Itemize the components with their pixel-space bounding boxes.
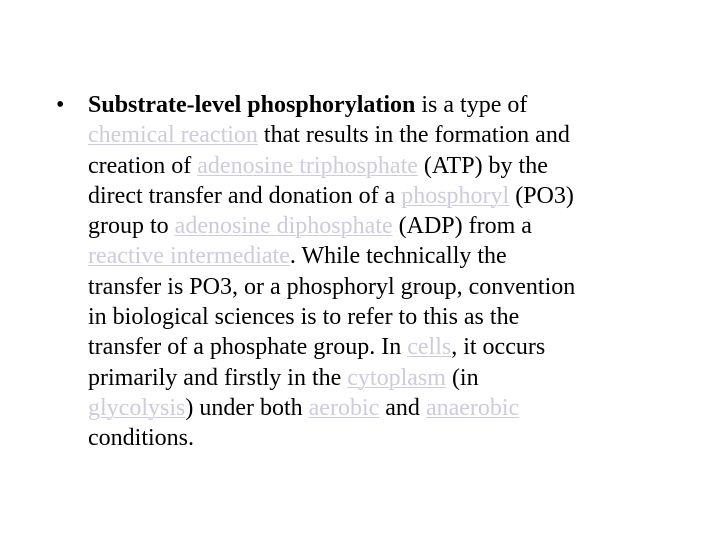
text-line xyxy=(88,423,676,453)
text-line xyxy=(88,393,676,423)
hyperlink[interactable]: aerobic xyxy=(308,394,380,421)
hyperlink[interactable]: glycolysis xyxy=(88,394,186,421)
text-run: in biological sciences is to refer to this as the xyxy=(88,304,520,331)
text-run: ) under both xyxy=(185,394,309,421)
bullet-icon: • xyxy=(56,92,65,118)
text-line xyxy=(88,151,676,181)
text-run: creation of xyxy=(88,152,198,179)
text-run: conditions. xyxy=(88,425,194,452)
text-run: transfer of a phosphate group. In xyxy=(88,334,408,361)
hyperlink[interactable]: adenosine triphosphate xyxy=(197,152,418,179)
text-line xyxy=(88,332,676,362)
text-run: group to xyxy=(88,213,175,240)
text-line xyxy=(88,181,676,211)
text-line xyxy=(88,272,676,302)
text-line xyxy=(88,363,676,393)
hyperlink[interactable]: adenosine diphosphate xyxy=(174,213,393,240)
text-line xyxy=(88,302,676,332)
hyperlink[interactable]: chemical reaction xyxy=(88,122,258,149)
text-run: (ATP) by the xyxy=(417,152,548,179)
text-run: primarily and firstly in the xyxy=(88,364,348,391)
text-line xyxy=(88,211,676,241)
text-run: (ADP) from a xyxy=(392,213,532,240)
bullet-item xyxy=(56,90,676,454)
text-line xyxy=(88,90,676,120)
text-run: that results in the formation and xyxy=(257,122,570,149)
hyperlink[interactable]: anaerobic xyxy=(425,394,520,421)
bullet-paragraph xyxy=(88,90,676,454)
text-line xyxy=(88,241,676,271)
text-run: and xyxy=(379,394,426,421)
hyperlink[interactable]: phosphoryl xyxy=(401,182,510,209)
bold-term: Substrate-level phosphorylation xyxy=(88,92,416,118)
text-run: transfer is PO3, or a phosphoryl group, convention xyxy=(88,273,576,300)
text-run: , it occurs xyxy=(451,334,546,361)
text-run: (in xyxy=(445,364,479,391)
hyperlink[interactable]: reactive intermediate xyxy=(88,243,290,270)
hyperlink[interactable]: cytoplasm xyxy=(347,364,446,391)
text-run: . While technically the xyxy=(289,243,507,270)
text-run: direct transfer and donation of a xyxy=(88,182,402,209)
text-run: (PO3) xyxy=(509,182,574,209)
text-line xyxy=(88,120,676,150)
text-run: is a type of xyxy=(415,92,528,118)
hyperlink[interactable]: cells xyxy=(407,334,452,361)
